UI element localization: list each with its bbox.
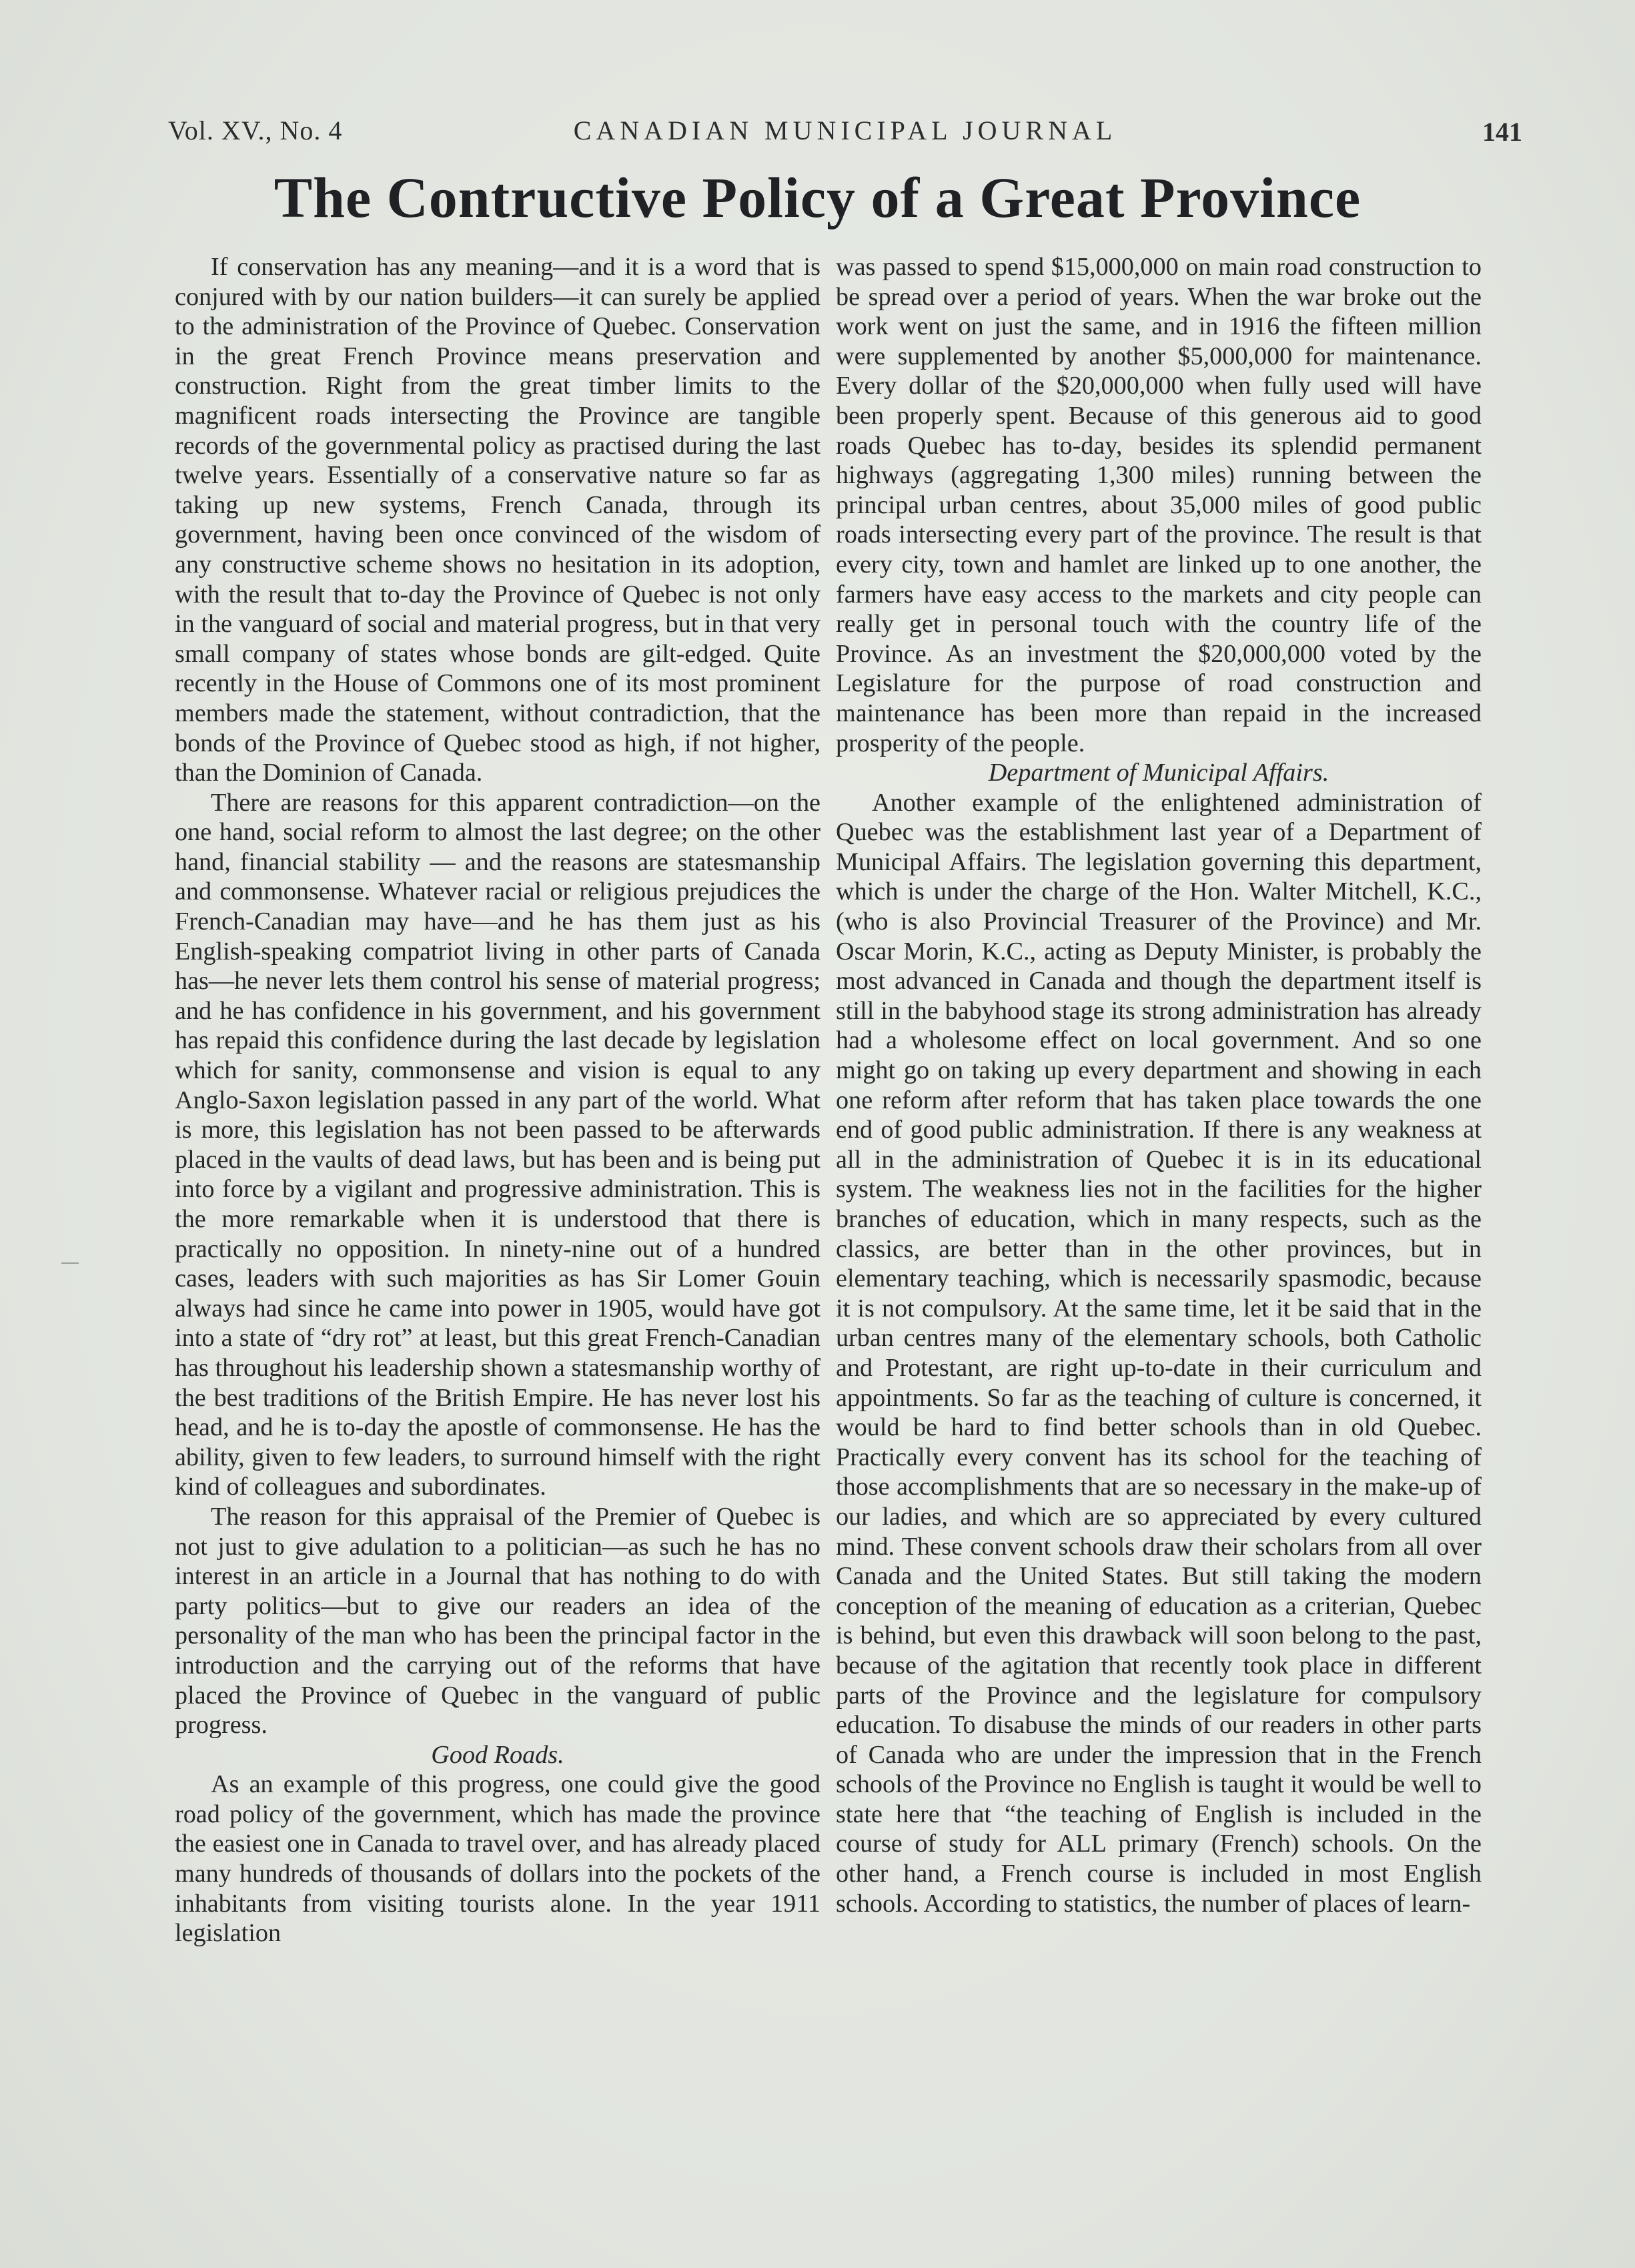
subheading-municipal-affairs: Department of Municipal Affairs.	[988, 759, 1329, 787]
journal-name: CANADIAN MUNICIPAL JOURNAL	[573, 115, 1117, 145]
paragraph-appraisal: The reason for this appraisal of the Premier of Quebec is not just to give adulation to a politician—as such he has no interest in an article in a Journal that has nothing to do with party politics—but to give our readers an idea of the personality of the man who has been the principal factor in the introduction and the carrying out of the reforms that have placed the Province of Quebec in the vanguard of public progress.	[175, 1502, 821, 1740]
paragraph-municipal-department: Another example of the enlightened administration of Quebec was the establishment last year of a Department of Municipal Affairs. The legislation governing this department, which is under the charge of the Hon. Walter Mitchell, K.C., (who is also Provincial Treasurer of the Province) and Mr. Oscar Morin, K.C., acting as Deputy Minister, is probably the most advanced in Canada and though the department itself is still in the babyhood stage its strong administration has already had a wholesome effect on local government. And so one might go on taking up every department and showing in each one reform after reform that has taken place towards the one end of good public administration. If there is any weakness at all in the administration of Quebec it is in its educational system. The weakness lies not in the facilities for the higher branches of education, which in many respects, such as the classics, are better than in the other provinces, but in elementary teaching, which is necessarily spasmodic, because it is not compulsory. At the same time, let it be said that in the urban centres many of the elementary schools, both Catholic and Protestant, are right up-to-date in their curriculum and appointments. So far as the teaching of culture is concerned, it would be hard to find better schools than in old Quebec. Practically every convent has its school for the teaching of those accomplishments that are so necessary in the make-up of our ladies, and which are so appreciated by every cultured mind. These convent schools draw their scholars from all over Canada and the United States. But still taking the modern conception of the meaning of education as a criterian, Quebec is behind, but even this drawback will soon belong to the past, because of the agitation that recently took place in different parts of the Province and the legislature for compulsory education. To disabuse the minds of our readers in other parts of Canada who are under the impression that in the French schools of the Province no English is taught it would be well to state here that “the teaching of English is included in the course of study for ALL primary (French) schools. On the other hand, a French course is included in most English schools. According to statistics, the number of places of learn-	[836, 788, 1482, 1918]
paragraph-reasons: There are reasons for this apparent contradiction—on the one hand, social reform to almost the last degree; on the other hand, financial stability — and the reasons are statesmanship and commonsense. Whatever racial or religious prejudices the French-Canadian may have—and he has them just as his English-speaking compatriot living in other parts of Canada has—he never lets them control his sense of material progress; and he has confidence in his government, and his government has repaid this confidence during the last decade by legislation which for sanity, commonsense and vision is equal to any Anglo-Saxon legislation passed in any part of the world. What is more, this legislation has not been passed to be afterwards placed in the vaults of dead laws, but has been and is being put into force by a vigilant and progressive administration. This is the more remarkable when it is understood that there is practically no opposition. In ninety-nine out of a hundred cases, leaders with such majorities as has Sir Lomer Gouin always had since he came into power in 1905, would have got into a state of “dry rot” at least, but this great French-Canadian has throughout his leadership shown a statesmanship worthy of the best traditions of the British Empire. He has never lost his head, and he is to-day the apostle of commonsense. He has the ability, given to few leaders, to surround himself with the right kind of colleagues and subordinates.	[175, 788, 821, 1501]
page-number: 141	[1482, 117, 1522, 147]
right-column	[836, 252, 1482, 1918]
volume-number: Vol. XV., No. 4	[168, 115, 343, 145]
subheading-good-roads: Good Roads.	[431, 1740, 564, 1769]
running-header	[168, 115, 1522, 155]
margin-mark	[61, 1262, 79, 1264]
paragraph-conservation: If conservation has any meaning—and it is a word that is conjured with by our nation builders—it can surely be applied to the administration of the Province of Quebec. Conservation in the great French Province means preservation and construction. Right from the great timber limits to the magnificent roads intersecting the Province are tangible records of the governmental policy as practised during the last twelve years. Essentially of a conservative nature so far as taking up new systems, French Canada, through its government, having been once convinced of the wisdom of any constructive scheme shows no hesitation in its adoption, with the result that to-day the Province of Quebec is not only in the vanguard of social and material progress, but in that very small company of states whose bonds are gilt-edged. Quite recently in the House of Commons one of its most prominent members made the statement, without contradiction, that the bonds of the Province of Quebec stood as high, if not higher, than the Dominion of Canada.	[175, 253, 821, 787]
paragraph-road-policy: As an example of this progress, one could give the good road policy of the government, which has made the province the easiest one in Canada to travel over, and has already placed many hundreds of thousands of dollars into the pockets of the inhabitants from visiting tourists alone. In the year 1911 legislation	[175, 1770, 821, 1948]
paragraph-road-funding: was passed to spend $15,000,000 on main road construction to be spread over a period of years. When the war broke out the work went on just the same, and in 1916 the fifteen million were supplemented by another $5,000,000 for maintenance. Every dollar of the $20,000,000 when fully used will have been properly spent. Because of this generous aid to good roads Quebec has to-day, besides its splendid permanent highways (aggregating 1,300 miles) running between the principal urban centres, about 35,000 miles of good public roads intersecting every part of the province. The result is that every city, town and hamlet are linked up to one another, the farmers have easy access to the markets and city people can really get in personal touch with the country life of the Province. As an investment the $20,000,000 voted by the Legislature for the purpose of road construction and maintenance has been more than repaid in the increased prosperity of the people.	[836, 253, 1482, 757]
left-column	[175, 252, 821, 1948]
article-title: The Contructive Policy of a Great Province	[274, 165, 1361, 230]
